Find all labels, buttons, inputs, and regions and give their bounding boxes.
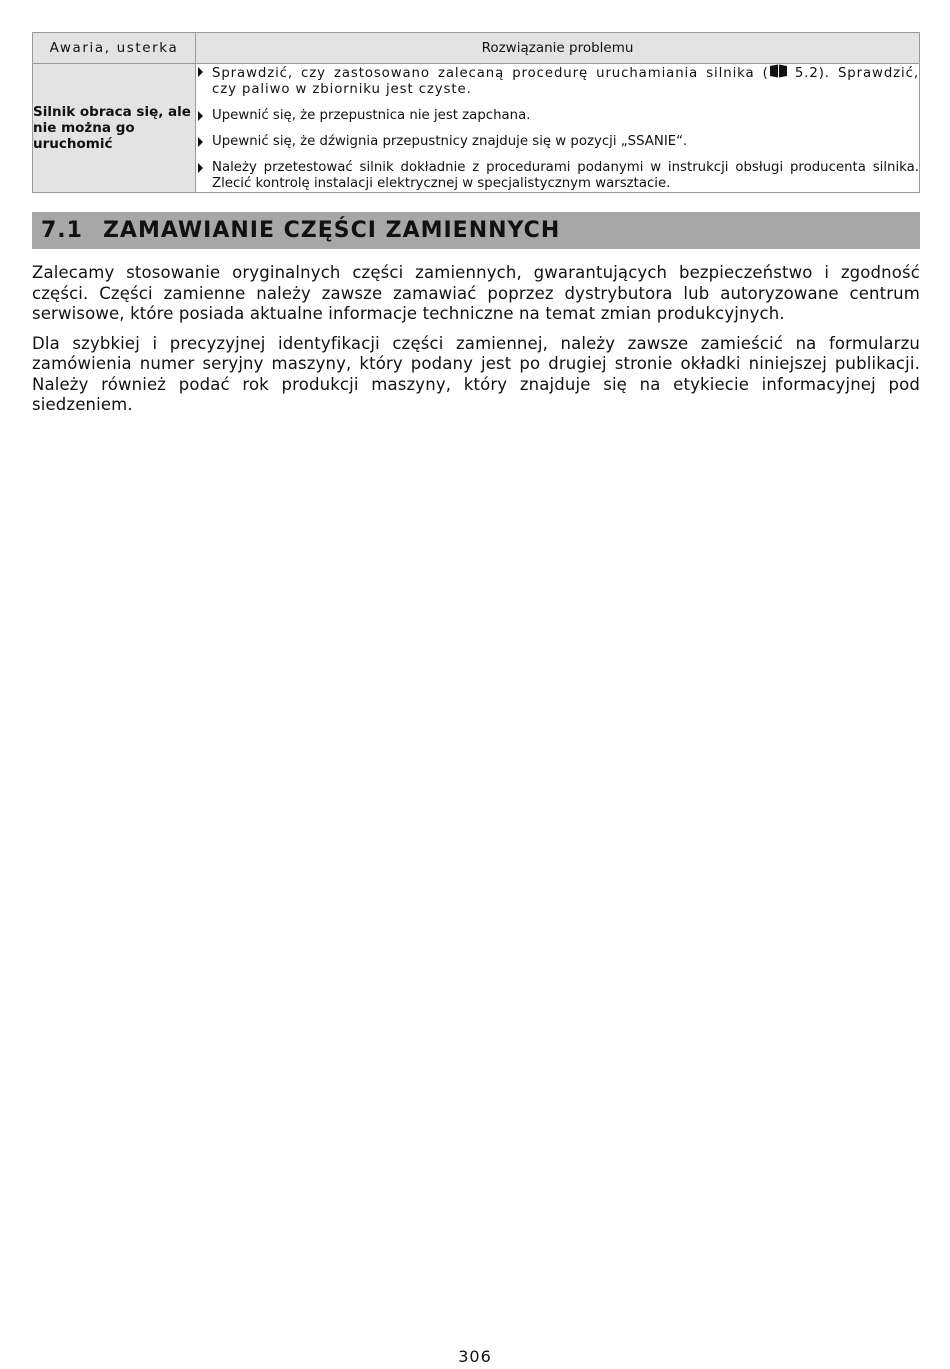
solution-item — [196, 108, 919, 124]
solution-text: Upewnić się, że dźwignia przepustnicy znajduje się w pozycji „SSANIE“. — [212, 134, 688, 149]
solution-text: Upewnić się, że przepustnica nie jest zapchana. — [212, 108, 531, 123]
bullet-arrow-icon — [198, 137, 203, 147]
body-paragraph: Dla szybkiej i precyzyjnej identyfikacji części zamiennej, należy zawsze zamieścić na formularzu zamówienia numer seryjny maszyny, który podany jest po drugiej stronie okładki niniejszej publikacji. Należy również podać rok produkcji maszyny, który znajduje się na etykiecie informacyjnej pod siedzeniem. — [32, 333, 920, 414]
solution-text: ). Sprawdzić, czy paliwo w zbiorniku jest czyste. — [212, 66, 919, 97]
header-fault: Awaria, usterka — [33, 33, 196, 64]
bullet-arrow-icon — [198, 163, 203, 173]
section-number: 7.1 — [41, 218, 83, 243]
bullet-arrow-icon — [198, 67, 203, 77]
page-number: 306 — [458, 1347, 492, 1366]
solution-item — [196, 160, 919, 192]
body-paragraph: Zalecamy stosowanie oryginalnych części zamiennych, gwarantujących bezpieczeństwo i zgodność części. Części zamienne należy zawsze zamawiać poprzez dystrybutora lub autoryzowane centrum serwisowe, które posiada aktualne informacje techniczne na temat zmian produkcyjnych. — [32, 263, 920, 323]
solution-item — [196, 64, 919, 98]
manual-book-icon — [769, 64, 788, 78]
solution-item — [196, 134, 919, 150]
header-solution: Rozwiązanie problemu — [196, 33, 920, 64]
document-page — [32, 32, 920, 416]
table-header-row — [33, 33, 920, 64]
solution-text: Należy przetestować silnik dokładnie z procedurami podanymi w instrukcji obsługi producenta silnika. Zlecić kontrolę instalacji elektrycznej w specjalistycznym warsztacie. — [212, 160, 919, 191]
troubleshooting-table — [32, 32, 920, 193]
section-heading — [32, 212, 920, 249]
table-row — [33, 64, 920, 193]
solution-list — [196, 64, 920, 193]
section-title: ZAMAWIANIE CZĘŚCI ZAMIENNYCH — [102, 218, 561, 243]
fault-description: Silnik obraca się, ale nie można go uruchomić — [33, 64, 196, 193]
bullet-arrow-icon — [198, 111, 203, 121]
manual-reference: 5.2 — [794, 66, 819, 81]
solution-text: Sprawdzić, czy zastosowano zalecaną procedurę uruchamiania silnika ( — [212, 66, 769, 81]
